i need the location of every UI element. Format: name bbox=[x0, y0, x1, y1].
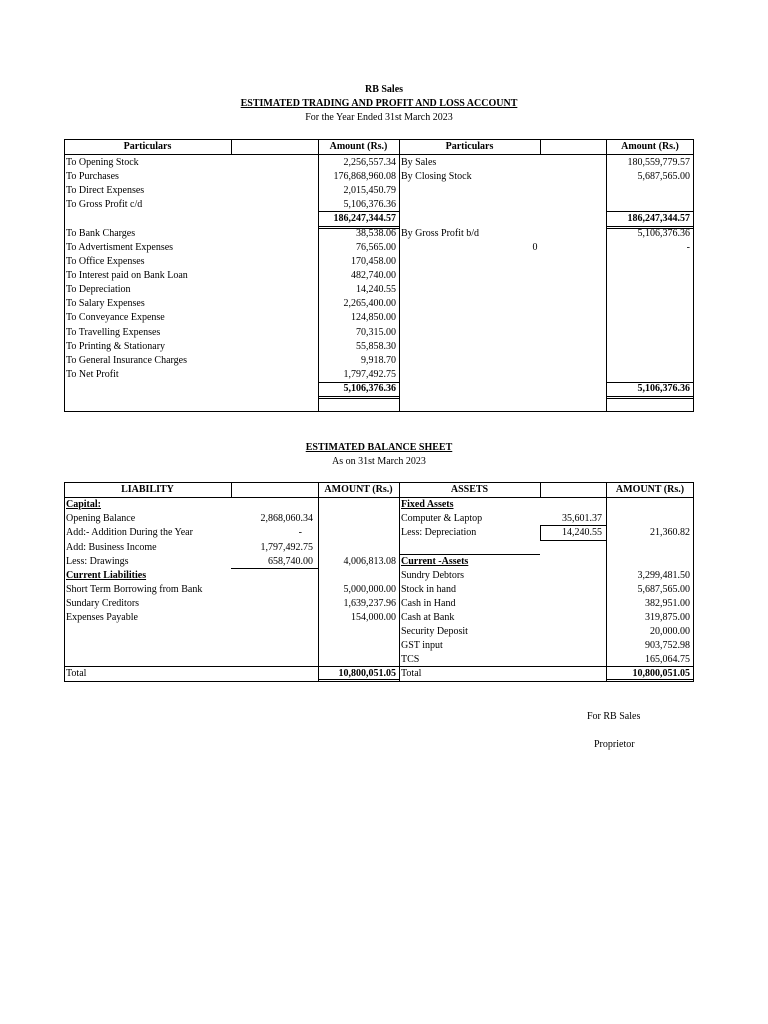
pl-row-label: To Salary Expenses bbox=[66, 298, 145, 309]
total-line bbox=[606, 679, 694, 680]
pl-divider bbox=[399, 139, 400, 412]
subtotal-line bbox=[540, 525, 606, 526]
asset-label: Sundry Debtors bbox=[401, 570, 465, 581]
bs-title: ESTIMATED BALANCE SHEET bbox=[305, 442, 453, 453]
total-line bbox=[606, 396, 694, 397]
pl-row-label: To Net Profit bbox=[66, 369, 119, 380]
bs-header-amount-left: AMOUNT (Rs.) bbox=[324, 484, 393, 495]
pl-divider bbox=[540, 139, 541, 155]
bs-header-assets: ASSETS bbox=[450, 484, 489, 495]
pl-row-amount: 70,315.00 bbox=[356, 327, 396, 338]
asset-sub: 35,601.37 bbox=[562, 513, 602, 524]
total-line bbox=[606, 211, 694, 212]
bs-subtitle: As on 31st March 2023 bbox=[332, 456, 426, 467]
pl-divider bbox=[231, 139, 232, 155]
total-label-right: Total bbox=[401, 668, 422, 679]
asset-label: GST input bbox=[401, 640, 443, 651]
pl-header-particulars-right: Particulars bbox=[445, 141, 494, 152]
fixed-assets-heading: Fixed Assets bbox=[401, 499, 454, 510]
bs-table-border bbox=[64, 482, 694, 682]
pl-header-divider bbox=[64, 154, 694, 155]
bs-header-amount-right: AMOUNT (Rs.) bbox=[615, 484, 685, 495]
capital-label: Opening Balance bbox=[66, 513, 136, 524]
liability-amount: 1,639,237.96 bbox=[343, 598, 396, 609]
asset-amount: 3,299,481.50 bbox=[637, 570, 690, 581]
bs-divider bbox=[399, 482, 400, 682]
pl-row-amount: 55,858.30 bbox=[356, 341, 396, 352]
pl-row-label: By Gross Profit b/d bbox=[401, 228, 480, 239]
subtotal-line bbox=[540, 540, 606, 541]
pl-row-label: To Travelling Expenses bbox=[66, 327, 161, 338]
liability-amount: 5,000,000.00 bbox=[343, 584, 396, 595]
pl-row-mid-value: 0 bbox=[532, 242, 538, 253]
pl-row-label: To Gross Profit c/d bbox=[66, 199, 143, 210]
asset-amount: 165,064.75 bbox=[645, 654, 690, 665]
pl-row-amount: 1,797,492.75 bbox=[343, 369, 396, 380]
capital-sub: 1,797,492.75 bbox=[260, 542, 313, 553]
company-name: RB Sales bbox=[364, 84, 404, 95]
asset-amount: 382,951.00 bbox=[645, 598, 690, 609]
bs-divider bbox=[540, 482, 541, 498]
capital-sub: 658,740.00 bbox=[268, 556, 313, 567]
bs-header-divider bbox=[64, 497, 694, 498]
asset-amount: 319,875.00 bbox=[645, 612, 690, 623]
pl-title: ESTIMATED TRADING AND PROFIT AND LOSS ACCOUNT bbox=[240, 98, 518, 109]
liability-label: Sundary Creditors bbox=[66, 598, 140, 609]
pl-row-amount: 482,740.00 bbox=[351, 270, 396, 281]
capital-sub: - bbox=[298, 527, 302, 538]
pl-row-amount: 180,559,779.57 bbox=[627, 157, 690, 168]
pl-row-amount: 170,458.00 bbox=[351, 256, 396, 267]
pl-row-label: To Interest paid on Bank Loan bbox=[66, 270, 188, 281]
pl-row-amount: 5,106,376.36 bbox=[343, 199, 396, 210]
asset-label: Computer & Laptop bbox=[401, 513, 483, 524]
pl-row-amount: 5,106,376.36 bbox=[637, 228, 690, 239]
pl-row-label: To Purchases bbox=[66, 171, 119, 182]
pl-row-label: To Conveyance Expense bbox=[66, 312, 165, 323]
pl-row-amount: 9,918.70 bbox=[361, 355, 396, 366]
pl-total-left: 5,106,376.36 bbox=[343, 383, 396, 394]
total-label-left: Total bbox=[66, 668, 87, 679]
pl-row-amount: 5,687,565.00 bbox=[637, 171, 690, 182]
total-row-line bbox=[64, 666, 694, 667]
bs-divider bbox=[318, 482, 319, 682]
fixed-assets-net: 21,360.82 bbox=[650, 527, 690, 538]
pl-row-amount: 2,256,557.34 bbox=[343, 157, 396, 168]
for-company-signature: For RB Sales bbox=[587, 711, 641, 722]
capital-heading: Capital: bbox=[66, 499, 101, 510]
pl-row-label: To Direct Expenses bbox=[66, 185, 145, 196]
asset-amount: 5,687,565.00 bbox=[637, 584, 690, 595]
pl-row-amount: 76,565.00 bbox=[356, 242, 396, 253]
proprietor-label: Proprietor bbox=[594, 739, 635, 750]
current-assets-heading: Current -Assets bbox=[401, 556, 469, 567]
asset-label: Stock in hand bbox=[401, 584, 456, 595]
total-line bbox=[606, 226, 694, 227]
asset-amount: 20,000.00 bbox=[650, 626, 690, 637]
pl-row-amount: 38,538.06 bbox=[356, 228, 396, 239]
liability-amount: 154,000.00 bbox=[351, 612, 396, 623]
asset-label: Cash in Hand bbox=[401, 598, 456, 609]
current-liabilities-heading: Current Liabilities bbox=[66, 570, 147, 581]
pl-row-label: By Closing Stock bbox=[401, 171, 472, 182]
asset-label: Less: Depreciation bbox=[401, 527, 477, 538]
pl-total-right: 5,106,376.36 bbox=[637, 383, 690, 394]
capital-label: Add:- Addition During the Year bbox=[66, 527, 193, 538]
pl-row-amount: 176,868,960.08 bbox=[333, 171, 396, 182]
pl-row-amount: 124,850.00 bbox=[351, 312, 396, 323]
capital-label: Add: Business Income bbox=[66, 542, 157, 553]
pl-row-label: To Printing & Stationary bbox=[66, 341, 166, 352]
total-line bbox=[318, 211, 399, 212]
section-line bbox=[399, 554, 540, 555]
pl-row-amount: 2,015,450.79 bbox=[343, 185, 396, 196]
capital-sub: 2,868,060.34 bbox=[260, 513, 313, 524]
asset-sub: 14,240.55 bbox=[562, 527, 602, 538]
pl-row-label: To Bank Charges bbox=[66, 228, 136, 239]
pl-row-label: To General Insurance Charges bbox=[66, 355, 188, 366]
total-line bbox=[318, 679, 399, 680]
subtotal-line bbox=[540, 525, 541, 541]
bs-header-liability: LIABILITY bbox=[121, 484, 174, 495]
liability-label: Expenses Payable bbox=[66, 612, 138, 623]
trading-total-right: 186,247,344.57 bbox=[627, 213, 690, 224]
pl-header-amount-left: Amount (Rs.) bbox=[329, 141, 388, 152]
pl-row-label: To Advertisment Expenses bbox=[66, 242, 174, 253]
bs-divider bbox=[606, 482, 607, 682]
asset-amount: 903,752.98 bbox=[645, 640, 690, 651]
total-line bbox=[606, 398, 694, 399]
pl-row-label: To Office Expenses bbox=[66, 256, 145, 267]
pl-row-label: By Sales bbox=[401, 157, 437, 168]
trading-total-left: 186,247,344.57 bbox=[333, 213, 396, 224]
total-line bbox=[318, 396, 399, 397]
total-line bbox=[318, 226, 399, 227]
asset-label: Security Deposit bbox=[401, 626, 468, 637]
pl-row-label: To Opening Stock bbox=[66, 157, 139, 168]
bs-divider bbox=[231, 482, 232, 498]
subtotal-line bbox=[231, 568, 318, 569]
pl-row-amount: 2,265,400.00 bbox=[343, 298, 396, 309]
pl-row-amount: - bbox=[686, 242, 690, 253]
capital-total: 4,006,813.08 bbox=[343, 556, 396, 567]
liability-label: Short Term Borrowing from Bank bbox=[66, 584, 203, 595]
bs-total-right: 10,800,051.05 bbox=[632, 668, 690, 679]
pl-row-label: To Depreciation bbox=[66, 284, 131, 295]
bs-total-left: 10,800,051.05 bbox=[338, 668, 396, 679]
asset-label: Cash at Bank bbox=[401, 612, 455, 623]
total-line bbox=[318, 398, 399, 399]
asset-label: TCS bbox=[401, 654, 420, 665]
pl-subtitle: For the Year Ended 31st March 2023 bbox=[305, 112, 453, 123]
pl-row-amount: 14,240.55 bbox=[356, 284, 396, 295]
capital-label: Less: Drawings bbox=[66, 556, 129, 567]
pl-header-particulars-left: Particulars bbox=[123, 141, 172, 152]
pl-header-amount-right: Amount (Rs.) bbox=[621, 141, 679, 152]
